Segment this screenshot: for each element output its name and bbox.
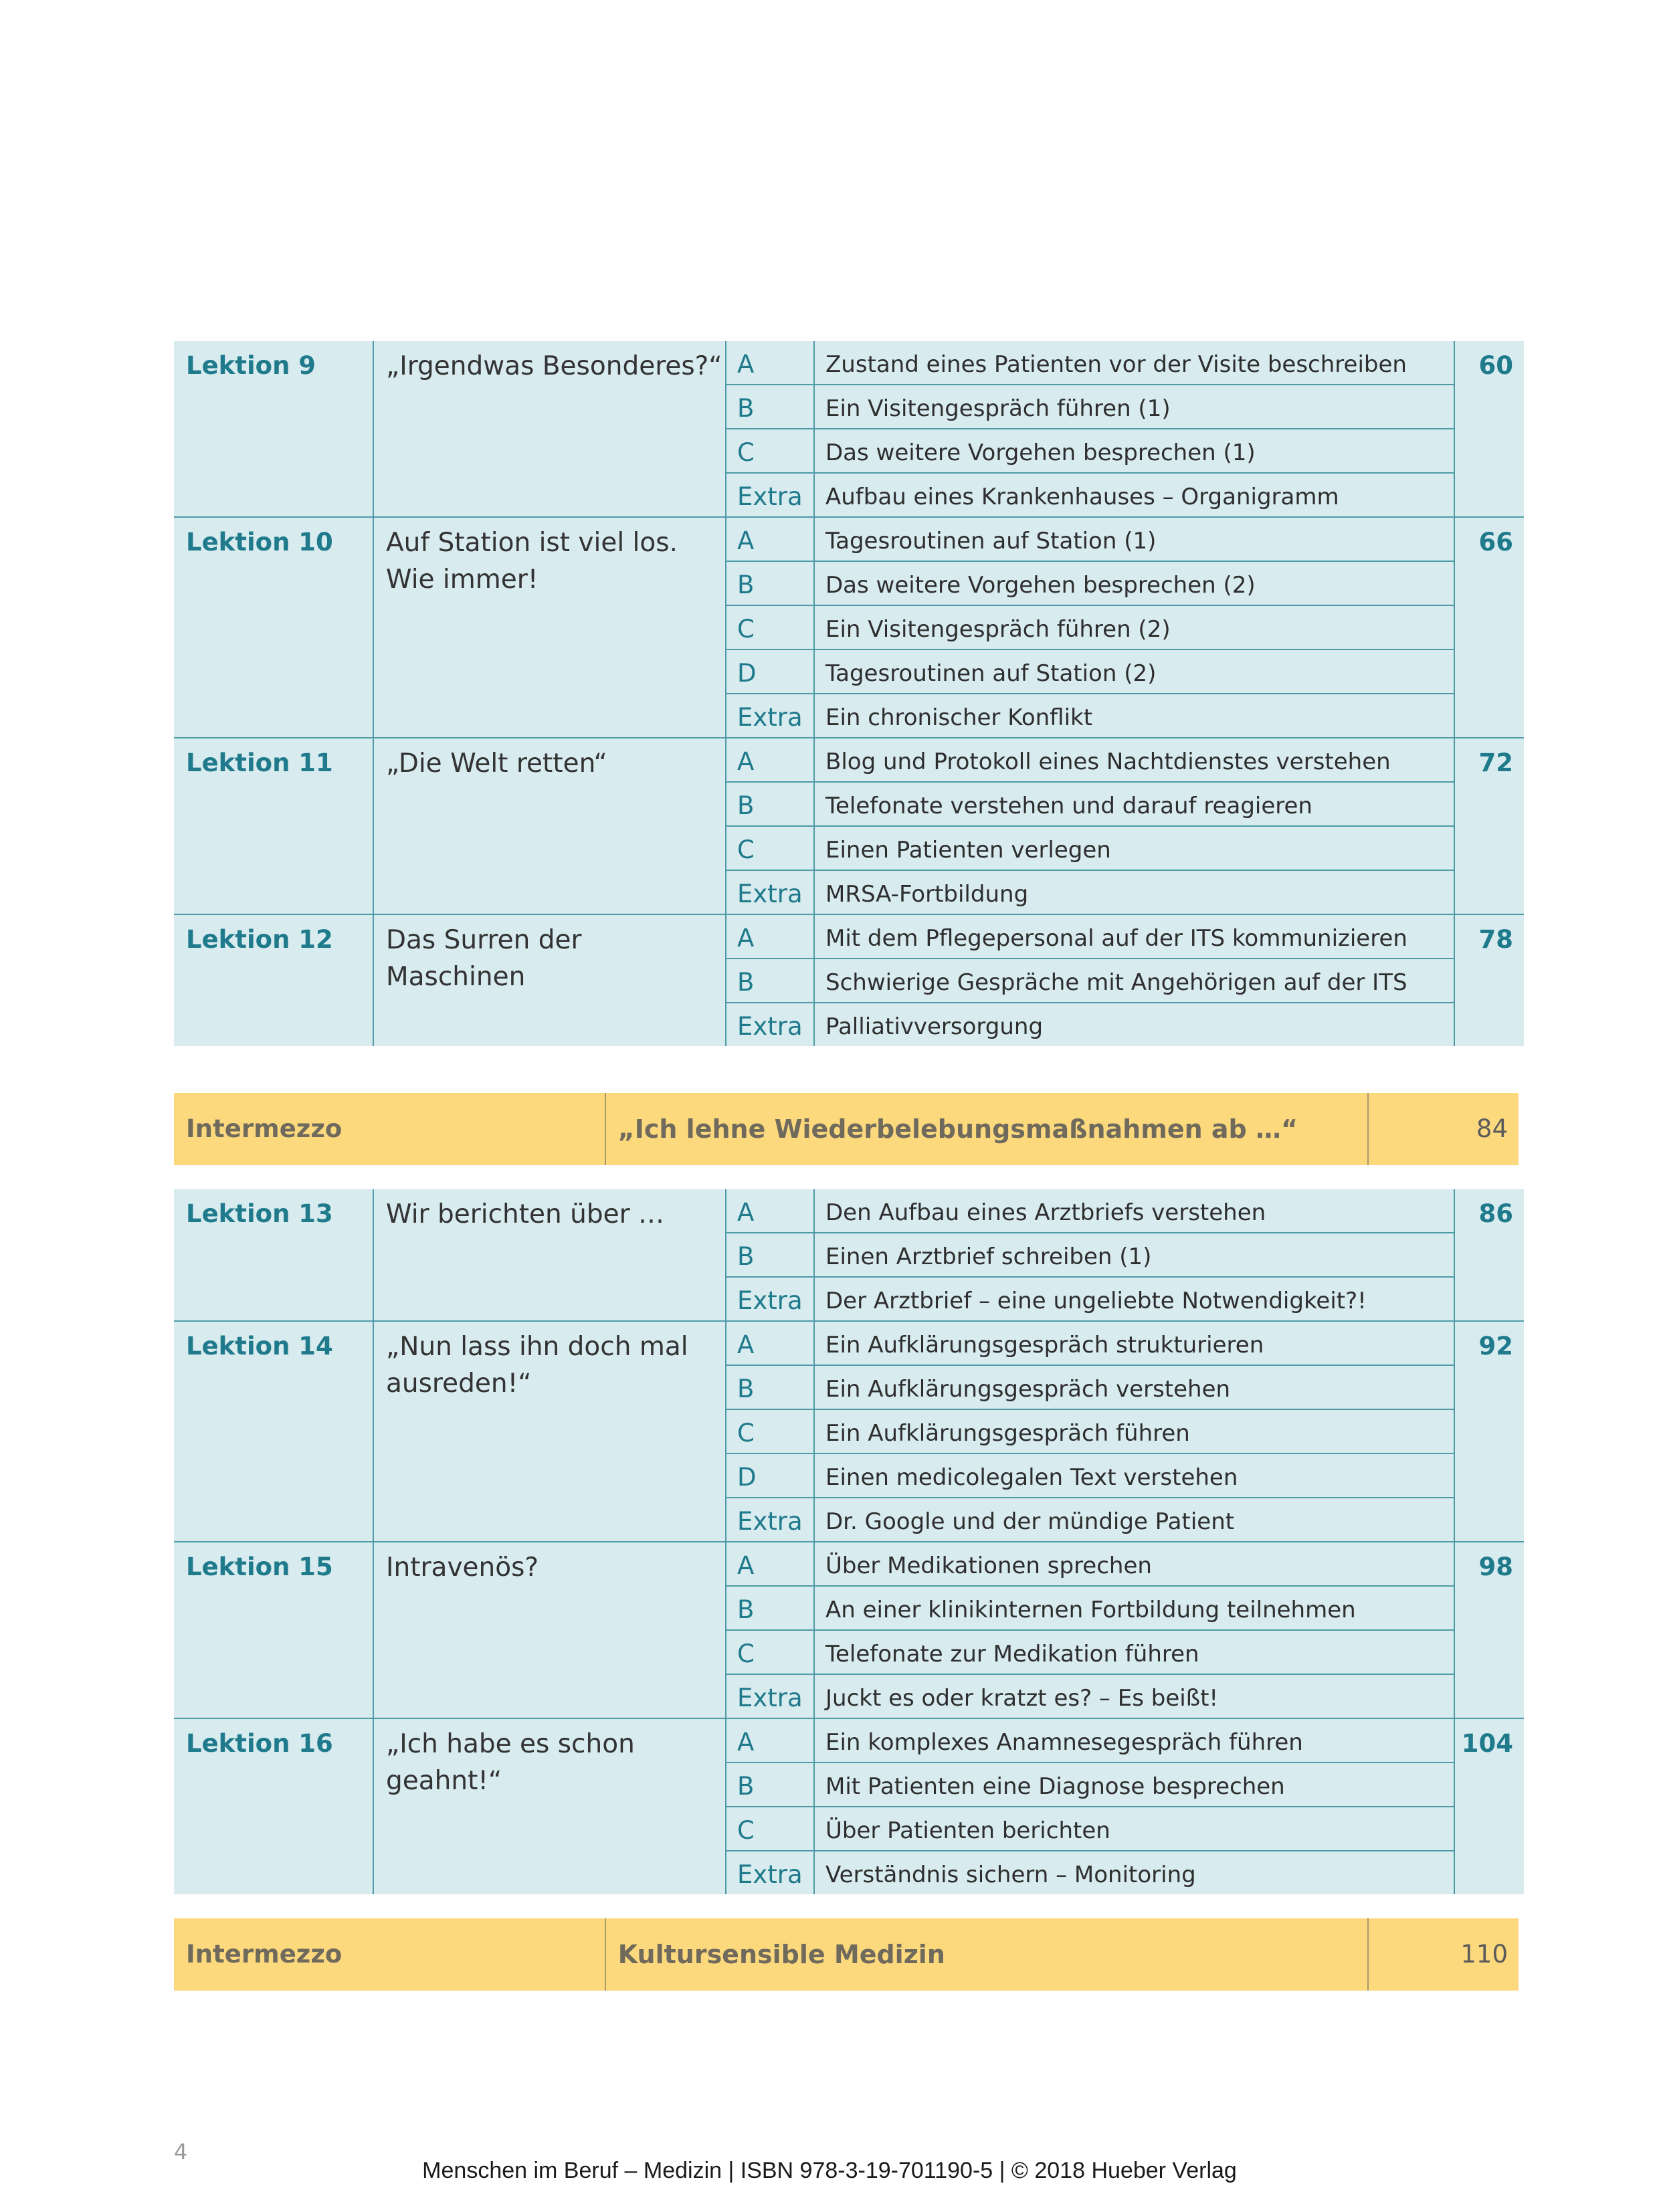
- unit-letter-cell: [726, 1763, 814, 1807]
- lesson-title: Intravenös?: [386, 1552, 539, 1583]
- unit-letter-cell: [726, 1321, 814, 1365]
- unit-letter-cell: [726, 605, 814, 649]
- unit-letter: B: [737, 968, 755, 997]
- unit-letter: B: [737, 1772, 755, 1801]
- unit-topic-cell: [814, 341, 1454, 385]
- unit-letter-cell: [726, 1409, 814, 1453]
- lesson-page-cell: [1454, 738, 1524, 914]
- lesson-title-cell: [373, 517, 726, 738]
- unit-letter: B: [737, 394, 755, 423]
- intermezzo-row: [174, 1918, 1519, 1991]
- unit-topic-cell: [814, 782, 1454, 826]
- unit-letter-cell: [726, 826, 814, 870]
- unit-letter-cell: [726, 1630, 814, 1674]
- unit-topic-cell: [814, 385, 1454, 429]
- unit-letter: C: [737, 1639, 755, 1668]
- intermezzo-label: Intermezzo: [186, 1940, 343, 1969]
- lesson-label: Lektion 11: [186, 748, 333, 777]
- intermezzo-table-1: [174, 1093, 1519, 1165]
- unit-topic: Tagesroutinen auf Station (2): [825, 660, 1157, 687]
- unit-topic: Schwierige Gespräche mit Angehörigen auf der ITS: [825, 969, 1407, 996]
- unit-letter-cell: [726, 959, 814, 1003]
- lesson-page: 104: [1461, 1729, 1513, 1758]
- unit-letter: A: [737, 350, 755, 379]
- unit-topic-cell: [814, 1586, 1454, 1630]
- lesson-cell: [174, 914, 373, 1046]
- unit-letter: C: [737, 1419, 755, 1447]
- lesson-page-cell: [1454, 1718, 1524, 1894]
- unit-topic: Juckt es oder kratzt es? – Es beißt!: [825, 1685, 1219, 1712]
- unit-letter: B: [737, 791, 755, 820]
- lesson-cell: [174, 738, 373, 914]
- lesson-page-cell: [1454, 341, 1524, 517]
- lesson-page: 98: [1478, 1552, 1513, 1581]
- unit-letter: C: [737, 615, 755, 643]
- unit-letter: Extra: [737, 1507, 803, 1536]
- lesson-title: „Irgendwas Besonderes?“: [386, 351, 722, 381]
- unit-letter-cell: [726, 1542, 814, 1586]
- lesson-label: Lektion 14: [186, 1332, 333, 1361]
- toc-block-2: [174, 1189, 1519, 1894]
- unit-topic-cell: [814, 738, 1454, 782]
- unit-topic-cell: [814, 649, 1454, 694]
- unit-topic: Über Medikationen sprechen: [825, 1552, 1152, 1579]
- unit-letter: A: [737, 1728, 755, 1756]
- unit-topic: Aufbau eines Krankenhauses – Organigramm: [825, 484, 1339, 510]
- lesson-row: [174, 1189, 1524, 1233]
- lesson-page-cell: [1454, 1189, 1524, 1321]
- unit-letter-cell: [726, 914, 814, 959]
- unit-topic-cell: [814, 1233, 1454, 1277]
- lesson-page: 78: [1478, 925, 1513, 954]
- unit-topic-cell: [814, 1277, 1454, 1321]
- unit-letter-cell: [726, 1453, 814, 1498]
- toc-table-2: [174, 1189, 1524, 1894]
- unit-letter: A: [737, 1198, 755, 1227]
- unit-topic: Das weitere Vorgehen besprechen (2): [825, 572, 1256, 599]
- unit-topic-cell: [814, 959, 1454, 1003]
- unit-letter: C: [737, 1816, 755, 1845]
- unit-topic: Den Aufbau eines Arztbriefs verstehen: [825, 1199, 1266, 1226]
- lesson-title-cell: [373, 1542, 726, 1718]
- unit-letter-cell: [726, 1674, 814, 1718]
- unit-topic-cell: [814, 473, 1454, 517]
- unit-topic: Einen medicolegalen Text verstehen: [825, 1464, 1238, 1491]
- lesson-cell: [174, 1189, 373, 1321]
- unit-topic-cell: [814, 1409, 1454, 1453]
- unit-topic-cell: [814, 1498, 1454, 1542]
- unit-topic-cell: [814, 914, 1454, 959]
- unit-topic-cell: [814, 1542, 1454, 1586]
- unit-letter-cell: [726, 1807, 814, 1851]
- unit-topic: Zustand eines Patienten vor der Visite beschreiben: [825, 351, 1407, 378]
- lesson-page: 60: [1478, 351, 1513, 380]
- unit-letter: D: [737, 1463, 757, 1492]
- unit-topic-cell: [814, 1718, 1454, 1763]
- unit-letter: C: [737, 835, 755, 864]
- unit-letter-cell: [726, 1498, 814, 1542]
- intermezzo-title: „Ich lehne Wiederbelebungsmaßnahmen ab …“: [617, 1114, 1298, 1144]
- unit-letter: Extra: [737, 1286, 803, 1315]
- unit-topic: Ein Visitengespräch führen (1): [825, 395, 1171, 422]
- unit-letter: Extra: [737, 1684, 803, 1712]
- unit-topic: Verständnis sichern – Monitoring: [825, 1862, 1196, 1888]
- lesson-label: Lektion 16: [186, 1729, 333, 1758]
- unit-letter: Extra: [737, 482, 803, 511]
- unit-letter-cell: [726, 1189, 814, 1233]
- unit-letter-cell: [726, 1718, 814, 1763]
- unit-topic: MRSA-Fortbildung: [825, 881, 1029, 908]
- lesson-title-cell: [373, 341, 726, 517]
- unit-letter-cell: [726, 1365, 814, 1409]
- page-number: 4: [174, 2139, 188, 2165]
- unit-letter-cell: [726, 429, 814, 473]
- unit-letter: B: [737, 571, 755, 599]
- unit-topic: Palliativversorgung: [825, 1013, 1044, 1040]
- unit-letter-cell: [726, 870, 814, 914]
- lesson-page-cell: [1454, 914, 1524, 1046]
- unit-letter-cell: [726, 1003, 814, 1046]
- unit-letter: B: [737, 1242, 755, 1271]
- unit-topic-cell: [814, 605, 1454, 649]
- unit-letter: Extra: [737, 1012, 803, 1041]
- unit-topic: Blog und Protokoll eines Nachtdienstes verstehen: [825, 748, 1391, 775]
- lesson-title-cell: [373, 1321, 726, 1542]
- lesson-title: „Nun lass ihn doch mal ausreden!“: [386, 1332, 688, 1399]
- unit-letter-cell: [726, 1586, 814, 1630]
- unit-topic: Ein Aufklärungsgespräch verstehen: [825, 1376, 1231, 1403]
- unit-topic: Einen Arztbrief schreiben (1): [825, 1243, 1152, 1270]
- lesson-row: [174, 341, 1524, 385]
- unit-topic-cell: [814, 694, 1454, 738]
- intermezzo-label: Intermezzo: [186, 1114, 343, 1143]
- unit-letter: D: [737, 659, 757, 688]
- unit-topic-cell: [814, 826, 1454, 870]
- lesson-label: Lektion 13: [186, 1199, 333, 1228]
- unit-topic: Ein chronischer Konflikt: [825, 704, 1093, 731]
- unit-letter-cell: [726, 1233, 814, 1277]
- lesson-row: [174, 1542, 1524, 1586]
- lesson-title: Auf Station ist viel los. Wie immer!: [386, 528, 678, 595]
- unit-topic-cell: [814, 1365, 1454, 1409]
- lesson-title-cell: [373, 914, 726, 1046]
- unit-letter: B: [737, 1375, 755, 1403]
- unit-letter-cell: [726, 473, 814, 517]
- intermezzo-page: 84: [1476, 1114, 1508, 1143]
- lesson-page: 66: [1478, 528, 1513, 557]
- unit-topic: Dr. Google und der mündige Patient: [825, 1508, 1235, 1535]
- lesson-label: Lektion 9: [186, 351, 316, 380]
- intermezzo-table-2: [174, 1918, 1519, 1991]
- lesson-title: „Ich habe es schon geahnt!“: [386, 1729, 635, 1796]
- lesson-cell: [174, 341, 373, 517]
- unit-letter: A: [737, 1551, 755, 1580]
- unit-letter-cell: [726, 517, 814, 561]
- lesson-cell: [174, 1718, 373, 1894]
- unit-topic-cell: [814, 1453, 1454, 1498]
- unit-topic: Ein komplexes Anamnesegespräch führen: [825, 1729, 1303, 1756]
- lesson-cell: [174, 517, 373, 738]
- unit-topic-cell: [814, 561, 1454, 605]
- intermezzo-row: [174, 1093, 1519, 1165]
- unit-topic-cell: [814, 1807, 1454, 1851]
- lesson-page: 86: [1478, 1199, 1513, 1228]
- lesson-title-cell: [373, 1718, 726, 1894]
- unit-topic: Einen Patienten verlegen: [825, 837, 1111, 864]
- unit-topic-cell: [814, 1763, 1454, 1807]
- unit-letter-cell: [726, 738, 814, 782]
- unit-topic: Ein Aufklärungsgespräch führen: [825, 1420, 1190, 1447]
- lesson-label: Lektion 10: [186, 528, 333, 557]
- unit-letter-cell: [726, 1277, 814, 1321]
- lesson-row: [174, 1321, 1524, 1365]
- unit-topic-cell: [814, 429, 1454, 473]
- unit-letter-cell: [726, 341, 814, 385]
- intermezzo-block-2: [174, 1918, 1519, 1991]
- lesson-label: Lektion 15: [186, 1552, 333, 1581]
- unit-topic-cell: [814, 1674, 1454, 1718]
- lesson-label: Lektion 12: [186, 925, 333, 954]
- unit-letter: B: [737, 1595, 755, 1624]
- lesson-title-cell: [373, 738, 726, 914]
- unit-topic: Über Patienten berichten: [825, 1817, 1110, 1844]
- unit-letter: Extra: [737, 1860, 803, 1889]
- lesson-cell: [174, 1542, 373, 1718]
- unit-letter: C: [737, 438, 755, 467]
- unit-topic: Ein Visitengespräch führen (2): [825, 616, 1171, 643]
- unit-topic: Der Arztbrief – eine ungeliebte Notwendigkeit?!: [825, 1288, 1367, 1314]
- footer: Menschen im Beruf – Medizin | ISBN 978-3-19-701190-5 | © 2018 Hueber Verlag: [422, 2158, 1237, 2183]
- lesson-title: „Die Welt retten“: [386, 748, 607, 779]
- intermezzo-page: 110: [1460, 1940, 1508, 1969]
- lesson-row: [174, 738, 1524, 782]
- unit-letter-cell: [726, 649, 814, 694]
- unit-letter-cell: [726, 561, 814, 605]
- lesson-cell: [174, 1321, 373, 1542]
- lesson-page: 92: [1478, 1332, 1513, 1361]
- unit-topic-cell: [814, 1003, 1454, 1046]
- unit-letter-cell: [726, 694, 814, 738]
- lesson-title-cell: [373, 1189, 726, 1321]
- unit-topic: Telefonate zur Medikation führen: [825, 1641, 1199, 1668]
- lesson-page: 72: [1478, 748, 1513, 777]
- unit-letter: A: [737, 747, 755, 776]
- lesson-row: [174, 1718, 1524, 1763]
- unit-topic: Mit dem Pflegepersonal auf der ITS kommunizieren: [825, 925, 1407, 952]
- unit-letter: A: [737, 924, 755, 952]
- unit-topic-cell: [814, 1189, 1454, 1233]
- unit-letter: A: [737, 1330, 755, 1359]
- unit-topic-cell: [814, 1321, 1454, 1365]
- unit-letter-cell: [726, 385, 814, 429]
- unit-topic-cell: [814, 1851, 1454, 1894]
- unit-topic: Tagesroutinen auf Station (1): [825, 528, 1157, 555]
- unit-topic: Das weitere Vorgehen besprechen (1): [825, 439, 1256, 466]
- unit-topic: Ein Aufklärungsgespräch strukturieren: [825, 1332, 1264, 1359]
- lesson-title: Wir berichten über …: [386, 1199, 665, 1229]
- lesson-title: Das Surren der Maschinen: [386, 925, 582, 992]
- unit-letter: A: [737, 526, 755, 555]
- lesson-page-cell: [1454, 1542, 1524, 1718]
- unit-topic-cell: [814, 517, 1454, 561]
- unit-topic: Telefonate verstehen und darauf reagieren: [825, 793, 1312, 819]
- lesson-page-cell: [1454, 1321, 1524, 1542]
- unit-letter: Extra: [737, 703, 803, 732]
- intermezzo-block-1: [174, 1093, 1519, 1165]
- unit-letter: Extra: [737, 880, 803, 908]
- toc-block-1: [174, 341, 1519, 1046]
- lesson-row: [174, 517, 1524, 561]
- unit-topic-cell: [814, 870, 1454, 914]
- toc-table-1: [174, 341, 1524, 1046]
- lesson-page-cell: [1454, 517, 1524, 738]
- intermezzo-title: Kultursensible Medizin: [617, 1939, 945, 1969]
- unit-topic: An einer klinikinternen Fortbildung teilnehmen: [825, 1597, 1356, 1623]
- lesson-row: [174, 914, 1524, 959]
- unit-letter-cell: [726, 782, 814, 826]
- unit-topic-cell: [814, 1630, 1454, 1674]
- unit-letter-cell: [726, 1851, 814, 1894]
- unit-topic: Mit Patienten eine Diagnose besprechen: [825, 1773, 1285, 1800]
